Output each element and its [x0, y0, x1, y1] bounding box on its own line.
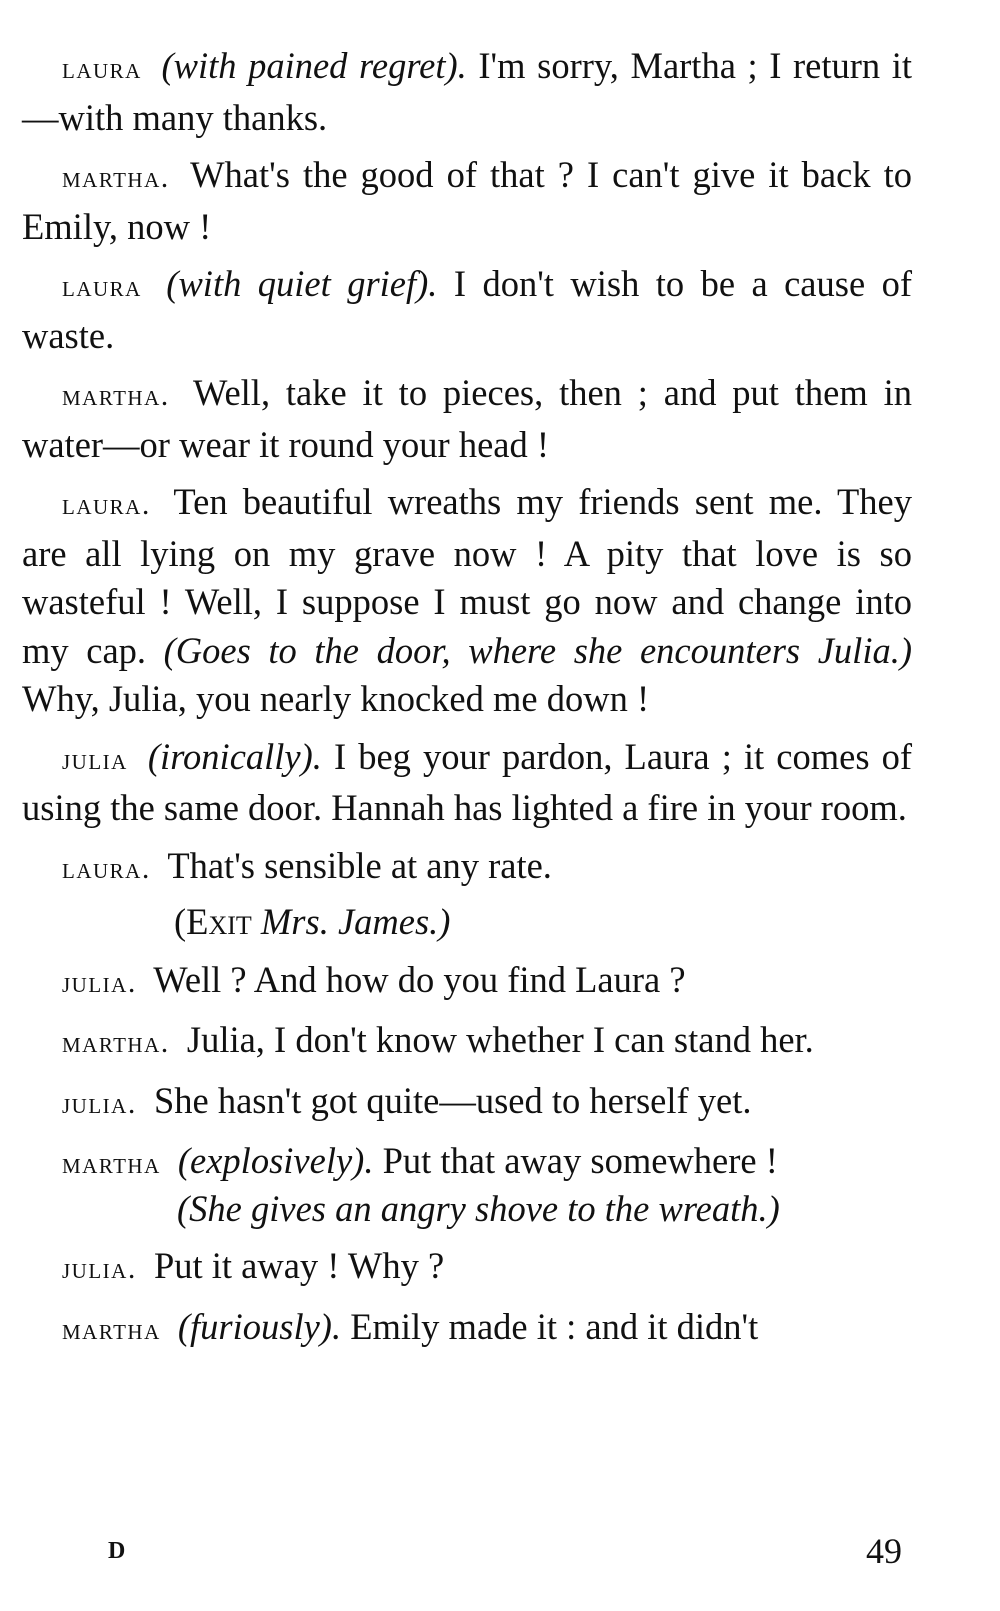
exit-character: Mrs. James.)	[260, 901, 451, 942]
speaker-name: laura	[62, 52, 142, 85]
dialogue-text: I don't wish to be a cause of waste.	[22, 263, 913, 356]
speaker-name: martha.	[62, 1026, 170, 1059]
script-page	[22, 42, 912, 1363]
speaker-name: laura.	[62, 851, 151, 885]
stage-direction: (ironically).	[147, 735, 322, 777]
speaker-name: laura.	[62, 488, 151, 521]
dialogue-text: Julia, I don't know whether I can stand her.	[186, 1019, 814, 1060]
dialogue-line	[22, 1016, 912, 1068]
dialogue-text: Put it away ! Why ?	[153, 1245, 445, 1286]
exit-word: (Exit	[174, 901, 252, 942]
dialogue-text: What's the good of that ? I can't give it back to Emily, now !	[22, 154, 912, 247]
dialogue-line	[22, 369, 912, 469]
speaker-name: martha	[62, 1312, 161, 1346]
speaker-name: martha.	[62, 379, 170, 412]
stage-direction: (with pained regret).	[161, 45, 467, 86]
dialogue-line	[22, 1242, 912, 1294]
dialogue-line	[22, 842, 912, 894]
dialogue-line	[22, 151, 912, 251]
dialogue-text: She hasn't got quite—used to herself yet.	[153, 1079, 752, 1121]
exit-direction	[22, 898, 912, 947]
speaker-name: julia.	[62, 1252, 137, 1285]
signature-mark: D	[108, 1538, 127, 1564]
stage-direction: (explosively).	[177, 1140, 374, 1181]
dialogue-line	[22, 1137, 912, 1189]
stage-direction: (with quiet grief).	[166, 263, 438, 304]
stage-direction-block: (She gives an angry shove to the wreath.)	[177, 1187, 780, 1229]
speaker-name: laura	[62, 270, 142, 303]
stage-direction: (furiously).	[177, 1305, 342, 1347]
page-number: 49	[866, 1531, 902, 1571]
speaker-name: martha.	[62, 161, 170, 194]
dialogue-text: I beg your pardon, Laura ; it comes of using the same door. Hannah has lighted a fire in your room.	[22, 735, 912, 828]
page-footer	[0, 1530, 1000, 1580]
dialogue-text: Ten beautiful wreaths my friends sent me. They are all lying on my grave now ! A pity that love is so wasteful ! Well, I suppose I must go now and change into my cap.	[22, 481, 913, 671]
speaker-name: julia.	[62, 1086, 137, 1120]
dialogue-text: That's sensible at any rate.	[167, 844, 552, 886]
dialogue-line	[22, 260, 912, 360]
speaker-name: martha	[62, 1147, 161, 1180]
dialogue-line	[22, 1077, 912, 1129]
dialogue-text: Put that away somewhere !	[382, 1140, 778, 1181]
dialogue-line	[22, 42, 912, 142]
dialogue-line	[22, 1303, 912, 1355]
dialogue-text: Well, take it to pieces, then ; and put them in water—or wear it round your head !	[22, 372, 912, 465]
speaker-name: julia	[62, 742, 128, 776]
dialogue-line	[22, 478, 912, 724]
dialogue-text: I'm sorry, Martha ; I return it—with many thanks.	[22, 45, 913, 138]
dialogue-text: Emily made it : and it didn't	[350, 1305, 759, 1347]
stage-direction: (Goes to the door, where she encounters Julia.)	[163, 629, 912, 671]
dialogue-line	[22, 733, 912, 833]
speaker-name: julia.	[62, 965, 137, 999]
dialogue-text: Well ? And how do you find Laura ?	[153, 958, 686, 1000]
dialogue-line	[22, 956, 912, 1008]
dialogue-text: Why, Julia, you nearly knocked me down !	[22, 678, 650, 719]
